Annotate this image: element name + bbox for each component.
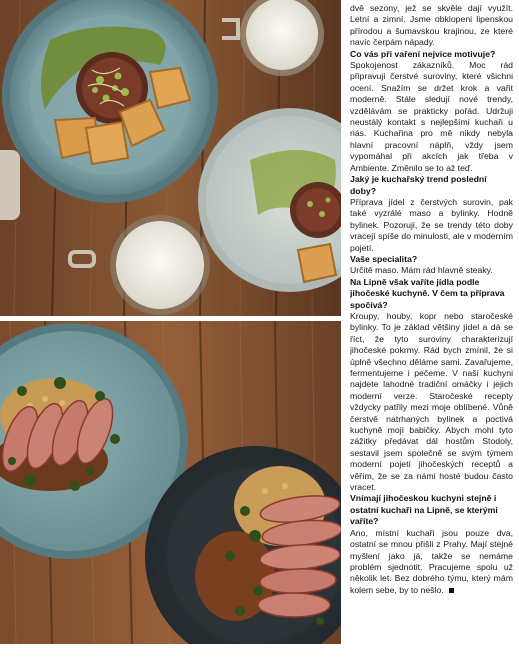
food-photo-top-graphic <box>0 0 341 316</box>
interview-question: Na Lipně však vaříte jídla podle jihočeské kuchyně. V čem ta příprava spočívá? <box>350 276 505 310</box>
interview-question: Vnímají jihočeskou kuchyni stejně i ostatní kuchaři na Lipně, se kterými vaříte? <box>350 493 498 527</box>
food-photo-bottom <box>0 321 341 644</box>
food-photo-top <box>0 0 341 316</box>
interview-question: Jaký je kuchařský trend poslední doby? <box>350 174 487 196</box>
interview-answer: Příprava jídel z čerstvých surovin, pak také vyzrálé maso a bylinky. Hodně bylinek. Pozoruji, že se trendy této doby vracejí spíše do minulosti, ale v moderním pojetí. <box>350 196 513 253</box>
interview-question: Co vás při vaření nejvíce motivuje? <box>350 48 496 59</box>
interview-question: Vaše specialita? <box>350 253 418 264</box>
article-text-column <box>350 3 513 643</box>
interview-answer: Kroupy, houby, kopr nebo staročeské bylinky. To je základ většiny jídel a dá se říct, že tyto suroviny charakterizují jihočeské pokrmy. Rád bych zmínil, že si úplně všechno děláme sami. Zavařujeme, fermentujeme i pečeme. V naší kuchyni najdete lahodné tradiční omáčky i jejich moderní verze. Staročeské recepty vždycky patřily mezi moje oblíbené. Vůně čerstvě natrhaných bylinek a poctivá kuchyně mojí babičky. Abych mohl tyto zážitky předávat dál hostům Stodoly, sestavil jsem společně se svým týmem moderní pojetí jihočeských receptů a věřím, že se za námi hosté budou často vracet. <box>350 310 513 493</box>
interview-answer: Určitě maso. Mám rád hlavně steaky. <box>350 265 493 276</box>
food-photo-bottom-graphic <box>0 321 341 644</box>
interview-answer: Ano, místní kuchaři jsou pouze dva, ostatní se mnou přišli z Prahy. Mají stejné myšlení jako já, takže se nemáme problém sjednotit. Pracujeme spolu už několik let. Bez dobrého týmu, který mám kolem sebe, by to nešlo. <box>350 527 513 595</box>
interview-answer: dvě sezony, jež se skvěle dají využít. Letní a zimní. Jsme obklopeni lipenskou přírodou a šumavskou krajinou, ze které navíc čerpám nápady. <box>350 3 513 48</box>
interview-answer: Spokojenost zákazníků. Moc rád připravuji čerstvé suroviny, které všichni ocení. Snažím se držet krok a vařit moderně. Stále sledují nové trendy, vzdělávám se prakticky pořád. Udržuji neustálý kontakt s nejlepšími kuchaři u nás. Kuchařina pro mě nikdy nebyla hlavní pracovní náplň, vždy jsem vypomáhal při akcích jak třeba v Ambiente. Změnilo se to až teď. <box>350 60 513 173</box>
end-of-article-mark <box>449 588 454 593</box>
